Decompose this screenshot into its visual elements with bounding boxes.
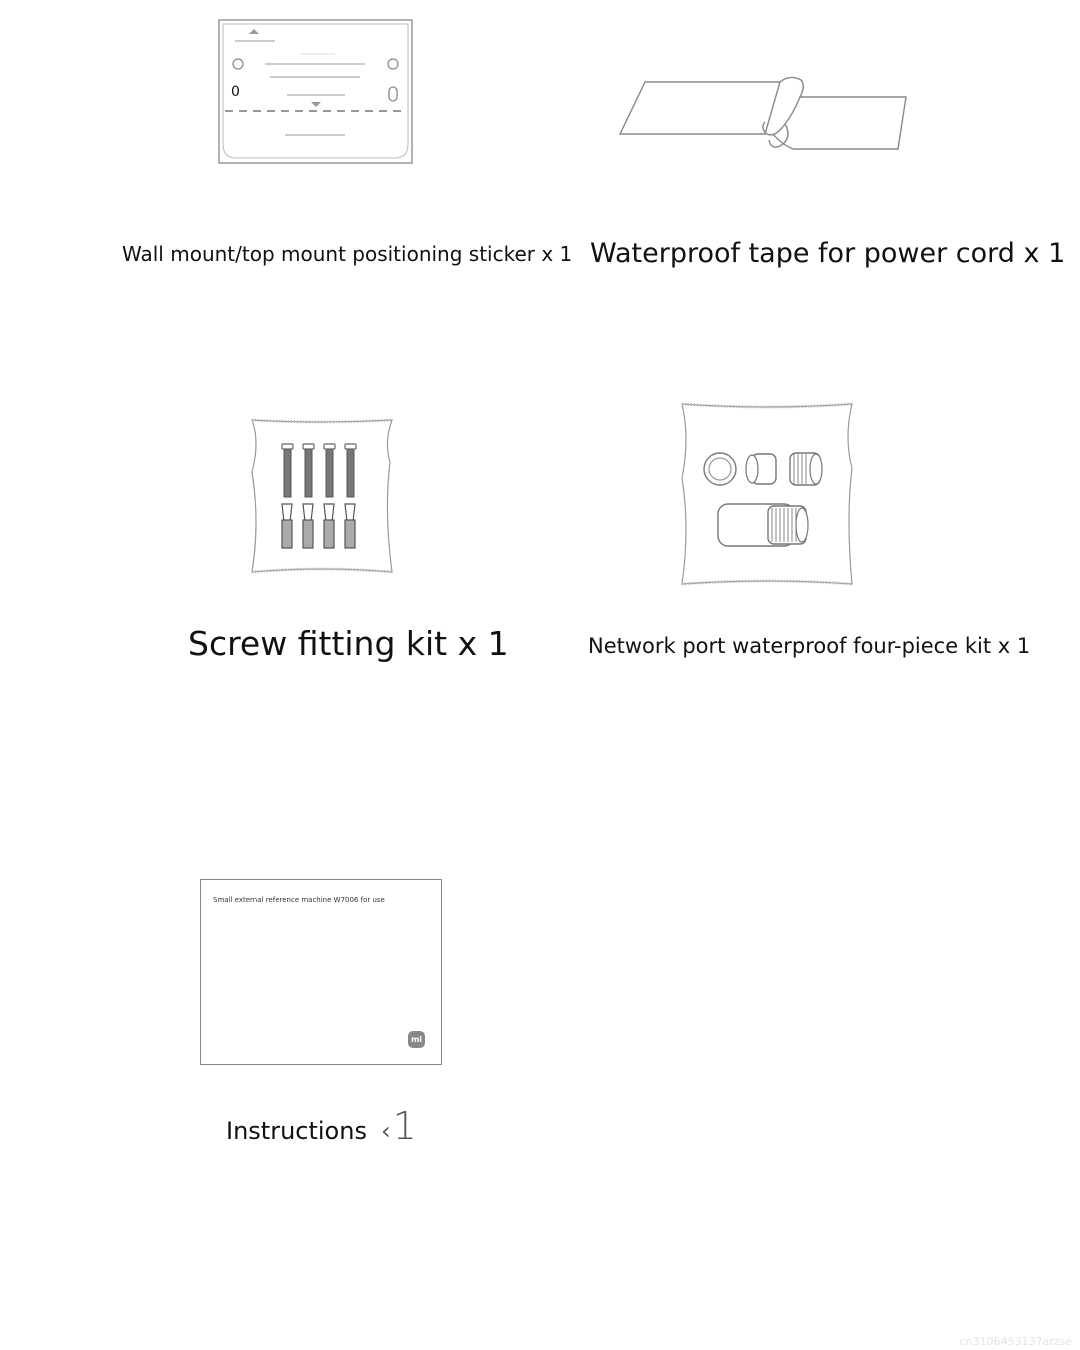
item-label-screw-kit: Screw fitting kit x 1 bbox=[188, 624, 509, 663]
sticker-digit: 0 bbox=[231, 84, 240, 100]
waterproof-tape-illustration bbox=[615, 72, 911, 154]
mi-logo-icon: mi bbox=[408, 1031, 425, 1048]
watermark: cn3106453137arzse bbox=[959, 1335, 1072, 1348]
instructions-booklet bbox=[200, 879, 442, 1065]
item-label-tape: Waterproof tape for power cord x 1 bbox=[590, 238, 1066, 269]
instructions-text: Instructions bbox=[226, 1117, 367, 1145]
screw-kit-illustration bbox=[244, 412, 400, 582]
item-label-sticker: Wall mount/top mount positioning sticker x 1 bbox=[122, 242, 573, 266]
booklet-title: Small external reference machine W7006 for use bbox=[213, 896, 385, 904]
item-label-network-kit: Network port waterproof four-piece kit x 1 bbox=[588, 634, 1031, 658]
instructions-qty: 1 bbox=[392, 1104, 417, 1148]
positioning-sticker-illustration bbox=[215, 16, 417, 168]
network-port-kit-illustration bbox=[676, 398, 858, 594]
less-than-symbol: ‹ bbox=[380, 1117, 391, 1145]
instructions-label bbox=[226, 1104, 417, 1148]
